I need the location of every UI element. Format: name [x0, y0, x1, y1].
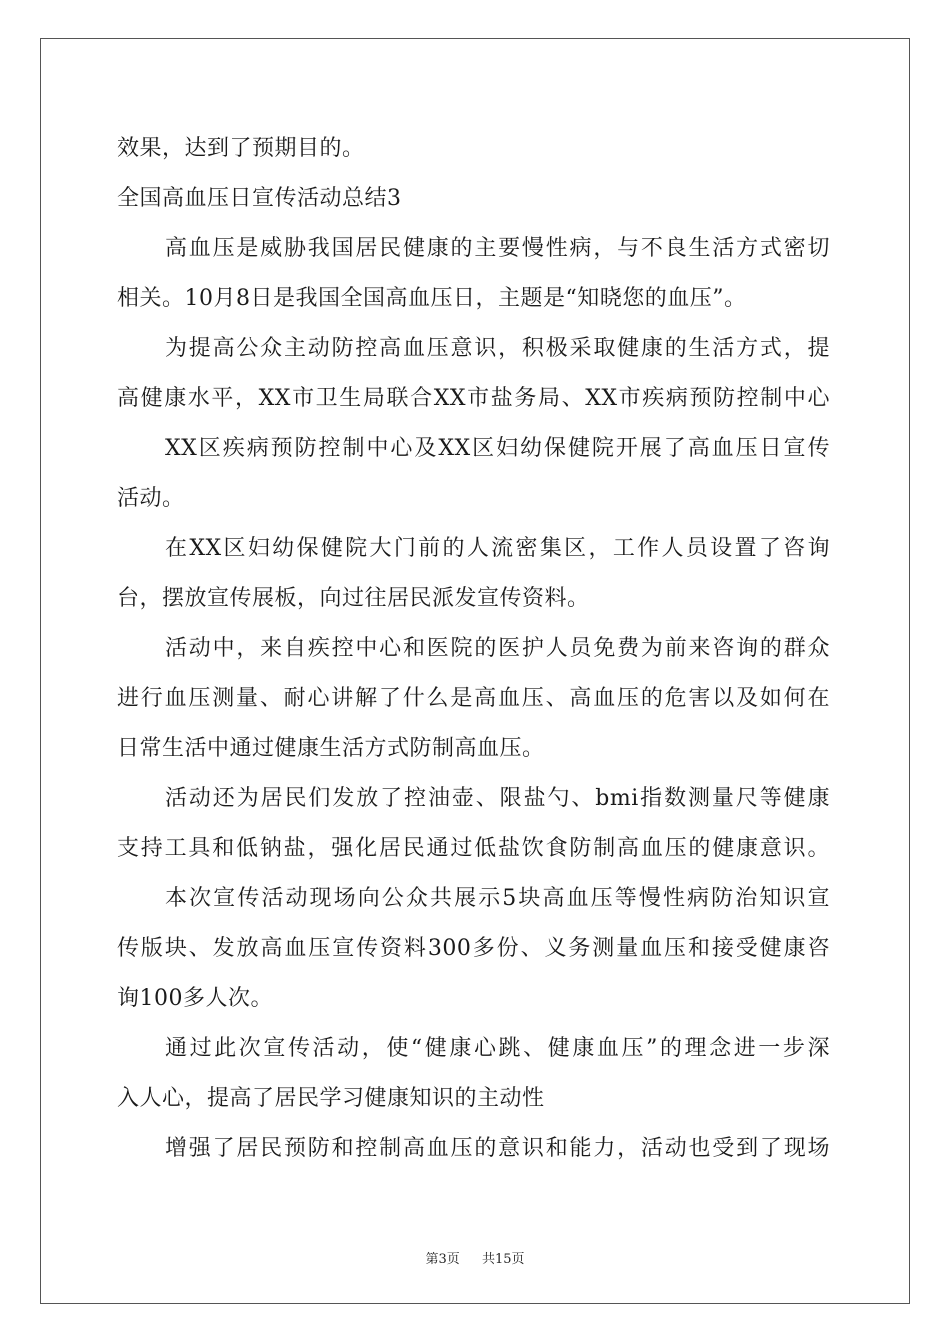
section-heading: 全国高血压日宣传活动总结3	[117, 186, 402, 211]
paragraph-line: 相关。10月8日是我国全国高血压日，主题是“知晓您的血压”。	[117, 286, 747, 311]
paragraph-line: 询100多人次。	[117, 986, 273, 1011]
page-footer	[0, 1248, 950, 1267]
paragraph-line: 效果，达到了预期目的。	[117, 136, 365, 161]
page-number: 第3页	[425, 1252, 460, 1267]
page-border	[40, 38, 910, 1304]
paragraph-line: 本次宣传活动现场向公众共展示5块高血压等慢性病防治知识宣	[165, 886, 830, 911]
page-total: 共15页	[482, 1252, 525, 1267]
paragraph-line: 增强了居民预防和控制高血压的意识和能力，活动也受到了现场	[165, 1136, 830, 1161]
paragraph-line: 通过此次宣传活动，使“健康心跳、健康血压”的理念进一步深	[165, 1036, 830, 1061]
paragraph-line: 入人心，提高了居民学习健康知识的主动性	[117, 1086, 545, 1111]
paragraph-line: 在XX区妇幼保健院大门前的人流密集区，工作人员设置了咨询	[165, 536, 830, 561]
paragraph-line: 活动还为居民们发放了控油壶、限盐勺、bmi指数测量尺等健康	[165, 786, 830, 811]
paragraph-line: XX区疾病预防控制中心及XX区妇幼保健院开展了高血压日宣传	[165, 436, 830, 461]
paragraph-line: 活动。	[117, 486, 185, 511]
paragraph-line: 为提高公众主动防控高血压意识，积极采取健康的生活方式，提	[165, 336, 830, 361]
paragraph-line: 支持工具和低钠盐，强化居民通过低盐饮食防制高血压的健康意识。	[117, 836, 830, 861]
paragraph-line: 日常生活中通过健康生活方式防制高血压。	[117, 736, 545, 761]
paragraph-line: 高血压是威胁我国居民健康的主要慢性病，与不良生活方式密切	[165, 236, 830, 261]
paragraph-line: 进行血压测量、耐心讲解了什么是高血压、高血压的危害以及如何在	[117, 686, 830, 711]
paragraph-line: 高健康水平，XX市卫生局联合XX市盐务局、XX市疾病预防控制中心	[117, 386, 830, 411]
paragraph-line: 传版块、发放高血压宣传资料300多份、义务测量血压和接受健康咨	[117, 936, 830, 961]
paragraph-line: 台，摆放宣传展板，向过往居民派发宣传资料。	[117, 586, 590, 611]
paragraph-line: 活动中，来自疾控中心和医院的医护人员免费为前来咨询的群众	[165, 636, 830, 661]
